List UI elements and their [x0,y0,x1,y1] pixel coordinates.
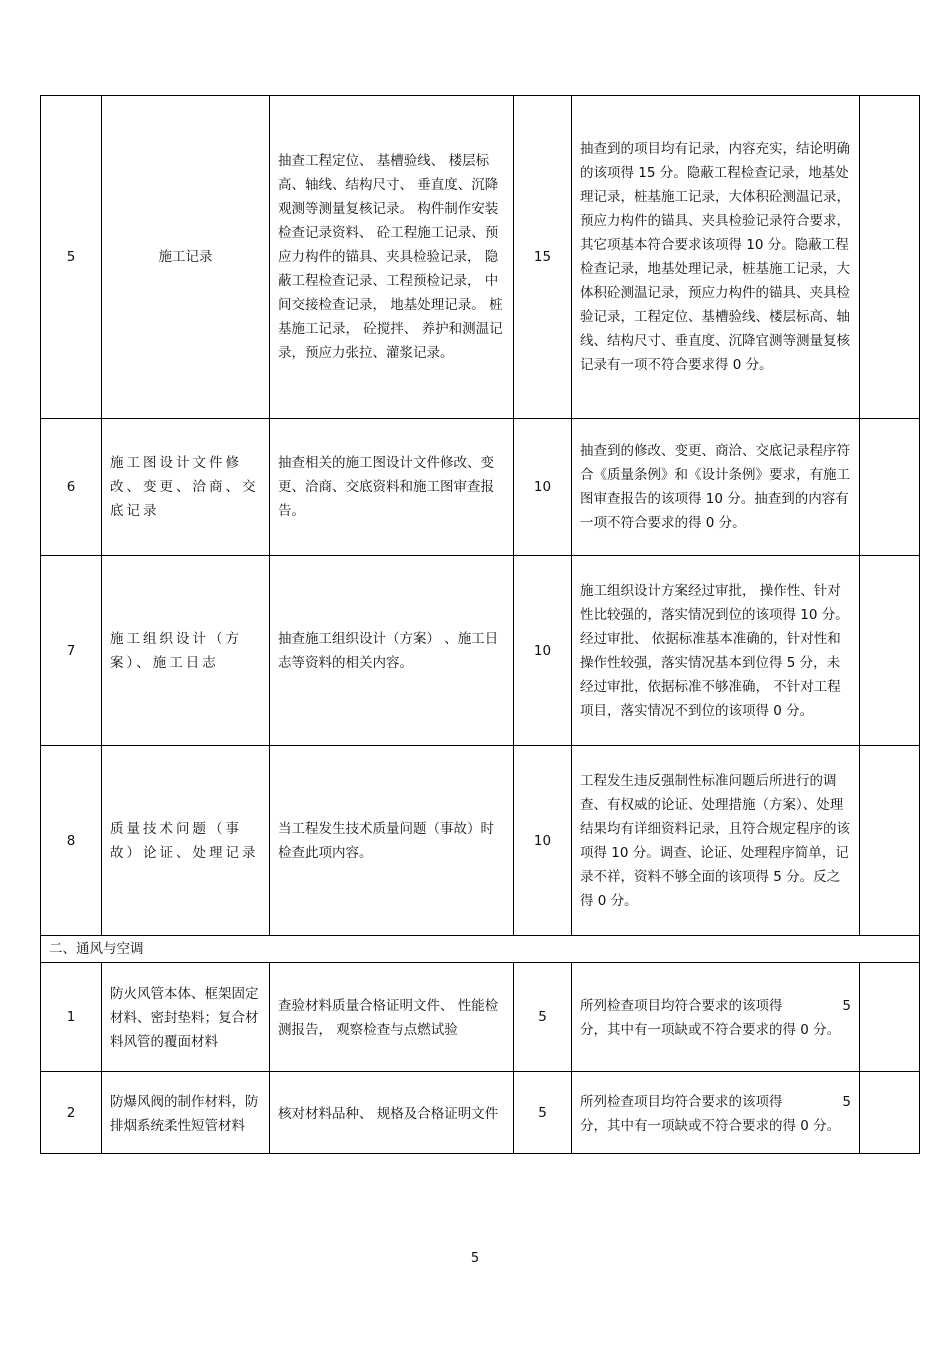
inspection-content: 抽查施工组织设计（方案） 、施工日志等资料的相关内容。 [270,556,514,746]
remark-cell [860,556,920,746]
inspection-content: 当工程发生技术质量问题（事故）时检查此项内容。 [270,746,514,936]
remark-cell [860,96,920,419]
standard-score: 5 [842,998,851,1014]
remark-cell [860,746,920,936]
standard-text-a: 所列检查项目均符合要求的该项得 [580,998,783,1014]
standard-text-c: 分，其中有一项缺或不符合要求的得 0 分。 [580,1117,841,1134]
score: 5 [514,1072,572,1154]
scoring-standard [572,1072,860,1154]
inspection-table [40,95,920,1154]
item-name: 质量技术问题（事故）论证、处理记录 [102,746,270,936]
table-row [41,556,920,746]
score: 10 [514,556,572,746]
inspection-content: 核对材料品种、 规格及合格证明文件 [270,1072,514,1154]
inspection-content: 抽查相关的施工图设计文件修改、变更、洽商、交底资料和施工图审查报告。 [270,419,514,556]
row-number: 1 [41,963,102,1072]
row-number: 7 [41,556,102,746]
remark-cell [860,963,920,1072]
item-name: 施工组织设计（方案）、施工日志 [102,556,270,746]
inspection-content: 查验材料质量合格证明文件、 性能检测报告， 观察检查与点燃试验 [270,963,514,1072]
inspection-content: 抽查工程定位、 基槽验线、 楼层标高、轴线、结构尺寸、 垂直度、沉降观测等测量复核记录。 构件制作安装检查记录资料、 砼工程施工记录、预应力构件的锚具、夹具检验记录， 隐蔽工程检查记录、工程预检记录， 中间交接检查记录， 地基处理记录。 桩基施工记录， 砼搅拌、 养护和测温记录，预应力张拉、灌浆记录。 [270,96,514,419]
row-number: 8 [41,746,102,936]
score: 10 [514,419,572,556]
row-number: 5 [41,96,102,419]
section-heading: 二、通风与空调 [41,936,920,963]
table-row [41,96,920,419]
scoring-standard: 抽查到的项目均有记录，内容充实，结论明确的该项得 15 分。隐蔽工程检查记录，地基处理记录，桩基施工记录，大体积砼测温记录，预应力构件的锚具、夹具检验记录符合要求，其它项基本符合要求该项得 10 分。隐蔽工程检查记录，地基处理记录，桩基施工记录，大体积砼测温记录，预应力构件的锚具、夹具检验记录，工程定位、基槽验线、楼层标高、轴线、结构尺寸、垂直度、沉降官测等测量复核记录有一项不符合要求得 0 分。 [572,96,860,419]
item-name: 防火风管本体、框架固定材料、密封垫料；复合材料风管的覆面材料 [102,963,270,1072]
scoring-standard: 抽查到的修改、变更、商洽、交底记录程序符合《质量条例》和《设计条例》要求，有施工图审查报告的该项得 10 分。抽查到的内容有一项不符合要求的得 0 分。 [572,419,860,556]
scoring-standard: 施工组织设计方案经过审批， 操作性、针对性比较强的，落实情况到位的该项得 10 分。经过审批、 依据标准基本准确的，针对性和操作性较强，落实情况基本到位得 5 分，未经过审批，依据标准不够准确， 不针对工程项目，落实情况不到位的该项得 0 分。 [572,556,860,746]
section-row [41,936,920,963]
scoring-standard [572,963,860,1072]
table-row [41,419,920,556]
score: 10 [514,746,572,936]
page-number: 5 [470,1251,480,1266]
remark-cell [860,419,920,556]
row-number: 2 [41,1072,102,1154]
table-row [41,1072,920,1154]
standard-score: 5 [842,1093,851,1110]
table-row [41,746,920,936]
item-name: 施工记录 [102,96,270,419]
remark-cell [860,1072,920,1154]
table-row [41,963,920,1072]
row-number: 6 [41,419,102,556]
item-name: 防爆风阀的制作材料，防排烟系统柔性短管材料 [102,1072,270,1154]
scoring-standard: 工程发生违反强制性标准问题后所进行的调查、有权威的论证、处理措施（方案）、处理结果均有详细资料记录，且符合规定程序的该项得 10 分。调查、论证、处理程序简单，记录不祥，资料不够全面的该项得 5 分。反之得 0 分。 [572,746,860,936]
score: 15 [514,96,572,419]
standard-text-c: 分，其中有一项缺或不符合要求的得 0 分。 [580,1022,841,1038]
item-name: 施工图设计文件修改、变更、洽商、交底记录 [102,419,270,556]
standard-text-a: 所列检查项目均符合要求的该项得 [580,1093,783,1110]
score: 5 [514,963,572,1072]
